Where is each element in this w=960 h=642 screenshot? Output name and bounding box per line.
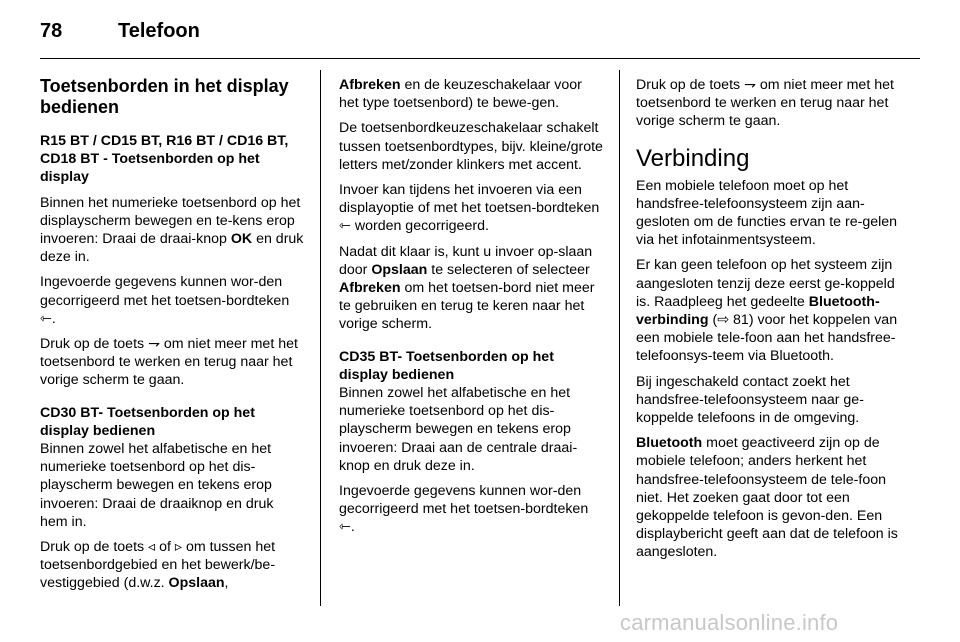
paragraph: Er kan geen telefoon op het systeem zijn aangesloten tenzij deze eerst ge-koppeld is. Raadpleeg het gedeelte Bluetooth-verbinding (⇨ 81) voor het koppelen van een mobiele tele-foon aan het handsfree-telefoonsys-teem via Bluetooth. bbox=[636, 257, 898, 365]
paragraph: Een mobiele telefoon moet op het handsfree-telefoonsysteem zijn aan-gesloten om de functies ervan te re-gelen via het infotainmentsysteem. bbox=[636, 177, 898, 249]
column-1 bbox=[40, 76, 304, 600]
watermark: carmanualsonline.info bbox=[620, 610, 839, 635]
paragraph: Afbreken en de keuzeschakelaar voor het type toetsenbord) te bewe-gen. bbox=[339, 77, 582, 112]
header-rule bbox=[40, 58, 920, 59]
subsection-title: CD30 BT- Toetsenborden op het display bedienen bbox=[40, 404, 255, 439]
paragraph: Nadat dit klaar is, kunt u invoer op-slaan door Opslaan te selecteren of selecteer Afbreken om het toetsen-bord niet meer te gebruiken en terug te keren naar het vorige scherm. bbox=[339, 243, 595, 333]
paragraph: Bluetooth moet geactiveerd zijn op de mobiele telefoon; anders herkent het handsfree-telefoonsysteem de tele-foon niet. Het zoeken gaat door tot een gekoppelde telefoon is gevon-den. Een displaybericht geeft aan dat de telefoon is aangesloten. bbox=[636, 435, 898, 561]
paragraph: Binnen zowel het alfabetische en het numerieke toetsenbord op het dis-playscherm bewegen en tekens erop invoeren: Draai de draaiknop en druk hem in. bbox=[40, 441, 274, 530]
subsection-title: R15 BT / CD15 BT, R16 BT / CD16 BT, CD18 BT - Toetsenborden op het display bbox=[40, 133, 289, 186]
paragraph: Binnen zowel het alfabetische en het numerieke toetsenbord op het dis-playscherm bewegen en tekens erop invoeren: Draai aan de centrale draai-knop en druk deze in. bbox=[339, 385, 578, 474]
chapter-title: Telefoon bbox=[118, 20, 200, 42]
column-divider-2 bbox=[619, 70, 620, 606]
page-header bbox=[40, 20, 200, 43]
back-icon: ⇁ bbox=[744, 77, 756, 93]
subsection-title: CD35 BT- Toetsenborden op het display bedienen bbox=[339, 348, 554, 383]
paragraph: Binnen het numerieke toetsenbord op het displayscherm bewegen en te-kens erop invoeren: Draai de draai-knop OK en druk deze in. bbox=[40, 194, 304, 266]
column-3 bbox=[636, 76, 904, 569]
page-number: 78 bbox=[40, 20, 63, 42]
back-icon: ⇁ bbox=[148, 336, 160, 353]
paragraph: Druk op de toets ⇁ om niet meer met het toetsenbord te werken en terug naar het vorige scherm te gaan. bbox=[636, 77, 894, 130]
section-title: Toetsenborden in het display bedienen bbox=[40, 76, 289, 117]
paragraph: Bij ingeschakeld contact zoekt het handsfree-telefoonsysteem naar ge-koppelde telefoons in de omgeving. bbox=[636, 373, 864, 427]
column-divider-1 bbox=[320, 70, 321, 606]
column-2 bbox=[339, 76, 603, 544]
paragraph: Ingevoerde gegevens kunnen wor-den gecorrigeerd met het toetsen-bordteken ⇽. bbox=[339, 483, 589, 536]
section-title: Verbinding bbox=[636, 144, 750, 172]
paragraph: Druk op de toets ◃ of ▹ om tussen het toetsenbordgebied en het bewerk/be-vestiggebied (d.w.z. Opslaan, bbox=[40, 539, 276, 592]
paragraph: Druk op de toets ⇁ om niet meer met het toetsenbord te werken en terug naar het vorige scherm te gaan. bbox=[40, 336, 298, 389]
paragraph: Invoer kan tijdens het invoeren via een displayoptie of met het toetsen-bordteken ⇽ worden gecorrigeerd. bbox=[339, 182, 600, 235]
paragraph: De toetsenbordkeuzeschakelaar schakelt tussen toetsenbordtypes, bijv. kleine/grote letters met/zonder klinkers met accent. bbox=[339, 120, 603, 173]
page-reference-icon: ⇨ bbox=[717, 312, 730, 329]
paragraph: Ingevoerde gegevens kunnen wor-den gecorrigeerd met het toetsen-bordteken ⇽. bbox=[40, 274, 290, 327]
